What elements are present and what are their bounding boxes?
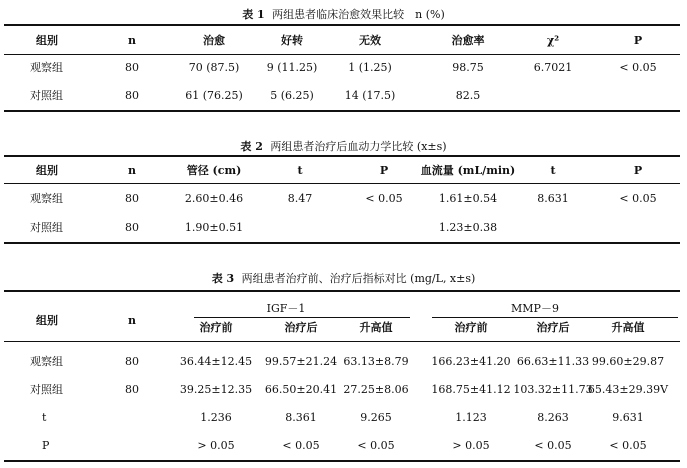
table3-header-igf1: IGF－1 [266,302,306,315]
table3-row1-igf1-increase: 63.13±8.79 [343,355,409,368]
table3-row3-igf1-before: 1.236 [200,411,232,424]
table1-header-p: P [633,34,643,47]
table3-bottom-rule [4,460,680,462]
table3-row3-igf1-increase: 9.265 [360,411,392,424]
table2-row2-group: 对照组 [30,221,63,234]
table3-row3-group: t [42,411,47,424]
table3-header-mmp9: MMP－9 [511,302,559,315]
table1-header-group: 组别 [36,34,58,47]
table3-row3-mmp9-after: 8.263 [537,411,569,424]
table1-row2-n: 80 [125,89,139,102]
table1-bottom-rule [4,110,680,112]
table1-row1-chi-square: 6.7021 [533,61,573,74]
table3-header-mmp9-increase: 升高值 [611,321,645,334]
table2-row1-t2: 8.631 [537,192,569,205]
table1-row2-ineffective: 14 (17.5) [344,89,396,102]
table1-caption-text: 两组患者临床治愈效果比较 n (%) [272,8,445,21]
table3-row4-mmp9-after: < 0.05 [534,439,572,452]
table3-igf1-span-rule [194,317,410,318]
table3-row2-group: 对照组 [30,383,63,396]
table1-row2-cure-rate: 82.5 [455,89,481,102]
table1-row1-cured: 70 (87.5) [188,61,240,74]
table3-row2-igf1-after: 66.50±20.41 [264,383,338,396]
table1-row1-ineffective: 1 (1.25) [348,61,392,74]
table2-header-p1: P [379,164,389,177]
table2-header-t2: t [550,164,556,177]
table3-row4-mmp9-increase: < 0.05 [609,439,647,452]
table2-row2-diameter: 1.90±0.51 [184,221,244,234]
table3-row2-igf1-before: 39.25±12.35 [179,383,253,396]
table1-header-cured: 治愈 [203,34,225,47]
table3-row3-mmp9-before: 1.123 [455,411,487,424]
table1-header-rule [4,54,680,55]
table3-caption [0,270,687,286]
table2-row1-p1: < 0.05 [365,192,403,205]
table1-top-rule [4,24,680,26]
table3-header-mmp9-after: 治疗后 [536,321,570,334]
table2-header-p2: P [633,164,643,177]
table1-caption [0,6,687,22]
table3-row3-igf1-after: 8.361 [285,411,317,424]
table3-caption-number: 表 3 [211,272,235,285]
table1-row1-p: < 0.05 [619,61,657,74]
table1-row1-cure-rate: 98.75 [452,61,484,74]
table3-row1-mmp9-before: 166.23±41.20 [431,355,511,368]
table3-header-igf1-increase: 升高值 [359,321,393,334]
table3-row1-igf1-after: 99.57±21.24 [264,355,338,368]
table3-header-n: n [128,314,136,327]
table2-caption [0,138,687,154]
table3-header-rule [4,341,680,342]
table3-row4-igf1-increase: < 0.05 [357,439,395,452]
table3-header-igf1-after: 治疗后 [284,321,318,334]
table3-row2-n: 80 [125,383,139,396]
table2-top-rule [4,155,680,157]
table1-row1-group: 观察组 [30,61,63,74]
table3-row4-igf1-after: < 0.05 [282,439,320,452]
table1-row2-group: 对照组 [30,89,63,102]
table2-caption-text: 两组患者治疗后血动力学比较 (x±s) [270,140,447,153]
table3-top-rule [4,290,680,292]
table1-header-n: n [128,34,136,47]
table3-header-mmp9-before: 治疗前 [454,321,488,334]
table3-row2-mmp9-increase: 65.43±29.39V [587,383,669,396]
table3-row4-mmp9-before: > 0.05 [452,439,490,452]
table3-header-igf1-before: 治疗前 [199,321,233,334]
table3-row2-igf1-increase: 27.25±8.06 [343,383,409,396]
table2-header-blood-flow: 血流量 (mL/min) [420,164,516,177]
table2-header-diameter: 管径 (cm) [186,164,242,177]
table2-row2-blood-flow: 1.23±0.38 [438,221,498,234]
table1-header-chi-square: χ² [546,34,560,47]
table2-bottom-rule [4,242,680,244]
table3-row1-mmp9-increase: 99.60±29.87 [591,355,665,368]
table1-row1-n: 80 [125,61,139,74]
table3-mmp9-span-rule [432,317,678,318]
table2-row1-group: 观察组 [30,192,63,205]
table2-row2-n: 80 [125,221,139,234]
table1-header-cure-rate: 治愈率 [451,34,485,47]
table1-header-ineffective: 无效 [359,34,381,47]
table3-caption-text: 两组患者治疗前、治疗后指标对比 (mg/L, x±s) [241,272,476,285]
table2-caption-number: 表 2 [240,140,263,153]
table2-row1-blood-flow: 1.61±0.54 [438,192,498,205]
table3-row1-igf1-before: 36.44±12.45 [179,355,253,368]
table3-row1-mmp9-after: 66.63±11.33 [516,355,590,368]
table3-row3-mmp9-increase: 9.631 [612,411,644,424]
table1-row1-improved: 9 (11.25) [266,61,318,74]
table2-header-t1: t [297,164,303,177]
table2-row1-p2: < 0.05 [619,192,657,205]
table1-caption-number: 表 1 [242,8,265,21]
table3-row2-mmp9-before: 168.75±41.12 [431,383,511,396]
table3-row4-igf1-before: > 0.05 [197,439,235,452]
table3-row1-group: 观察组 [30,355,63,368]
table2-header-n: n [128,164,136,177]
table2-row1-diameter: 2.60±0.46 [184,192,244,205]
table2-header-rule [4,183,680,184]
table2-row1-n: 80 [125,192,139,205]
table2-header-group: 组别 [36,164,58,177]
table3-row1-n: 80 [125,355,139,368]
table2-row1-t1: 8.47 [287,192,313,205]
table1-header-improved: 好转 [281,34,303,47]
table1-row2-improved: 5 (6.25) [270,89,314,102]
table3-header-group: 组别 [36,314,58,327]
table3-row4-group: P [42,439,50,452]
table1-row2-cured: 61 (76.25) [185,89,243,102]
table3-row2-mmp9-after: 103.32±11.73 [513,383,593,396]
